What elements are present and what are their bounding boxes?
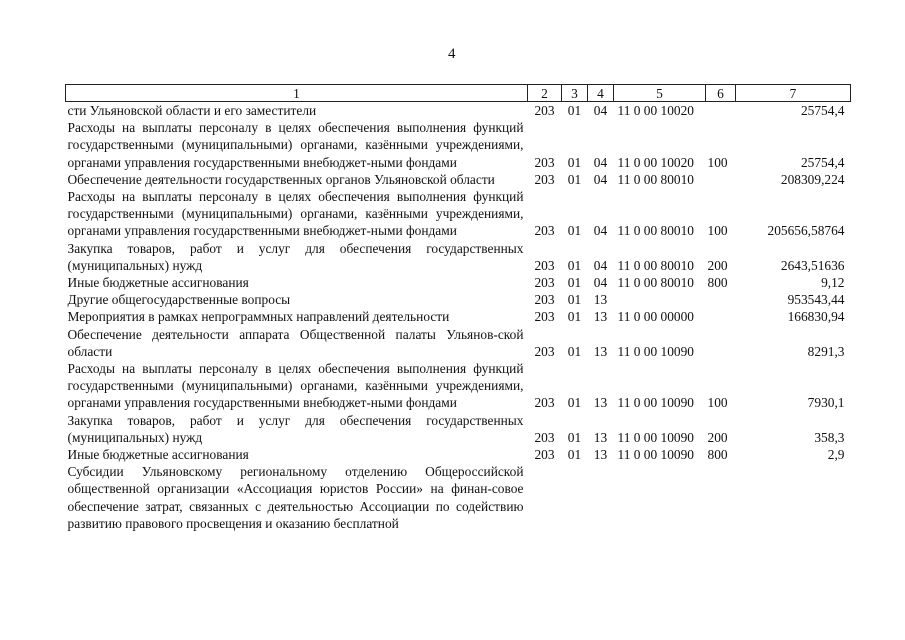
row-target-article: 11 0 00 80010: [617, 275, 694, 291]
row-name: Иные бюджетные ассигнования: [67, 447, 249, 463]
table-row: [66, 102, 851, 120]
row-amount: 7930,1: [807, 395, 845, 411]
row-amount: 9,12: [821, 275, 845, 291]
row-target-article: 11 0 00 10090: [617, 395, 694, 411]
column-header-rz: 3: [562, 85, 588, 102]
row-target-article: 11 0 00 80010: [617, 171, 694, 187]
row-section-code: 01: [567, 275, 582, 291]
row-expense-type: 800: [707, 447, 728, 463]
row-subsection-code: 04: [593, 103, 608, 118]
row-expense-type: [706, 171, 736, 188]
row-name: сти Ульяновской области и его заместители: [67, 103, 317, 118]
row-section-code: 01: [567, 395, 582, 411]
budget-document: [65, 84, 850, 532]
row-expense-type: [706, 102, 736, 120]
row-name: Иные бюджетные ассигнования: [67, 275, 249, 291]
row-subsection-code: 13: [593, 309, 608, 325]
row-name: Обеспечение деятельности аппарата Общественной палаты Ульянов-ской области: [67, 326, 524, 359]
table-row: [66, 274, 851, 291]
row-gl-code: 203: [534, 223, 555, 239]
column-header-cs: 5: [614, 85, 706, 102]
table-row: [66, 326, 851, 360]
row-name: Мероприятия в рамках непрограммных направлений деятельности: [67, 309, 450, 325]
row-subsection-code: 13: [593, 447, 608, 463]
table-row: [66, 119, 851, 171]
row-target-article: 11 0 00 80010: [617, 223, 694, 239]
column-number-header: [66, 85, 851, 102]
row-amount: 25754,4: [800, 103, 845, 118]
row-expense-type: 200: [707, 257, 728, 273]
row-gl-code: 203: [534, 103, 555, 118]
row-amount: 8291,3: [807, 343, 845, 359]
row-gl-code: 203: [534, 447, 555, 463]
row-target-article: [614, 463, 706, 532]
row-section-code: 01: [567, 154, 582, 170]
table-row: [66, 360, 851, 412]
row-name: Расходы на выплаты персоналу в целях обеспечения выполнения функций государственными (муниципальными) органами, казёнными учреждениями, органами управления государственными внебюджет-ными фондами: [67, 361, 524, 411]
row-amount: 205656,58764: [767, 223, 845, 239]
row-subsection-code: 04: [593, 171, 608, 187]
row-subsection-code: 13: [593, 395, 608, 411]
row-expense-type: 100: [707, 223, 728, 239]
table-row: [66, 446, 851, 463]
column-header-pr: 4: [588, 85, 614, 102]
table-row: [66, 412, 851, 446]
table-row: [66, 308, 851, 325]
row-expense-type: 100: [707, 154, 728, 170]
row-amount: 2,9: [827, 447, 845, 463]
row-name: Закупка товаров, работ и услуг для обеспечения государственных (муниципальных) нужд: [67, 412, 524, 445]
table-row: [66, 240, 851, 274]
row-subsection-code: 04: [593, 257, 608, 273]
row-section-code: 01: [567, 429, 582, 445]
row-expense-type: 200: [707, 429, 728, 445]
row-target-article: [614, 291, 706, 308]
table-row: [66, 291, 851, 308]
row-target-article: 11 0 00 10090: [617, 429, 694, 445]
row-target-article: 11 0 00 10020: [617, 154, 694, 170]
row-amount: [736, 463, 851, 532]
row-gl-code: 203: [534, 343, 555, 359]
page-number: 4: [448, 46, 456, 62]
row-expense-type: 800: [707, 275, 728, 291]
row-amount: 25754,4: [800, 154, 845, 170]
row-gl-code: 203: [534, 309, 555, 325]
row-name: Расходы на выплаты персоналу в целях обеспечения выполнения функций государственными (муниципальными) органами, казёнными учреждениями, органами управления государственными внебюджет-ными фондами: [67, 189, 524, 239]
column-header-sum: 7: [736, 85, 851, 102]
row-subsection-code: 13: [593, 343, 608, 359]
row-subsection-code: 04: [593, 154, 608, 170]
row-expense-type: [706, 308, 736, 325]
table-row: [66, 171, 851, 188]
column-header-vr: 6: [706, 85, 736, 102]
row-subsection-code: [588, 463, 614, 532]
table-row: [66, 463, 851, 532]
row-target-article: 11 0 00 80010: [617, 257, 694, 273]
row-section-code: 01: [567, 343, 582, 359]
row-expense-type: [706, 326, 736, 360]
row-amount: 953543,44: [787, 292, 845, 308]
row-gl-code: 203: [534, 275, 555, 291]
budget-table: [65, 84, 851, 532]
row-amount: 208309,224: [780, 171, 845, 187]
row-section-code: [562, 463, 588, 532]
row-section-code: 01: [567, 223, 582, 239]
row-name: Другие общегосударственные вопросы: [67, 292, 291, 308]
row-subsection-code: 04: [593, 223, 608, 239]
row-target-article: 11 0 00 10020: [617, 103, 694, 118]
row-gl-code: 203: [534, 395, 555, 411]
row-section-code: 01: [567, 171, 582, 187]
row-target-article: 11 0 00 10090: [617, 447, 694, 463]
row-section-code: 01: [567, 257, 582, 273]
row-name: Расходы на выплаты персоналу в целях обеспечения выполнения функций государственными (муниципальными) органами, казёнными учреждениями, органами управления государственными внебюджет-ными фондами: [67, 120, 524, 170]
row-section-code: 01: [567, 292, 582, 308]
row-target-article: 11 0 00 00000: [617, 309, 694, 325]
row-gl-code: 203: [534, 154, 555, 170]
row-expense-type: [706, 463, 736, 532]
row-amount: 358,3: [814, 429, 845, 445]
row-name: Закупка товаров, работ и услуг для обеспечения государственных (муниципальных) нужд: [67, 240, 524, 273]
row-amount: 166830,94: [787, 309, 845, 325]
row-gl-code: 203: [534, 171, 555, 187]
row-subsection-code: 04: [593, 275, 608, 291]
table-row: [66, 188, 851, 240]
row-name: Обеспечение деятельности государственных органов Ульяновской области: [67, 171, 495, 187]
row-name: Субсидии Ульяновскому региональному отделению Общероссийской общественной организации «Ассоциация юристов России» на финан-совое обеспечение затрат, связанных с деятельностью Ассоциации по содействию развитию правового просвещения и оказанию бесплатной: [67, 464, 524, 531]
row-amount: 2643,51636: [780, 257, 845, 273]
row-gl-code: [528, 463, 562, 532]
row-target-article: 11 0 00 10090: [617, 343, 694, 359]
row-gl-code: 203: [534, 429, 555, 445]
row-subsection-code: 13: [593, 429, 608, 445]
row-section-code: 01: [567, 309, 582, 325]
row-expense-type: 100: [707, 395, 728, 411]
column-header-gl: 2: [528, 85, 562, 102]
row-gl-code: 203: [534, 257, 555, 273]
row-section-code: 01: [567, 103, 582, 118]
column-header-name: 1: [66, 85, 528, 102]
row-gl-code: 203: [534, 292, 555, 308]
row-subsection-code: 13: [593, 292, 608, 308]
row-section-code: 01: [567, 447, 582, 463]
row-expense-type: [706, 291, 736, 308]
